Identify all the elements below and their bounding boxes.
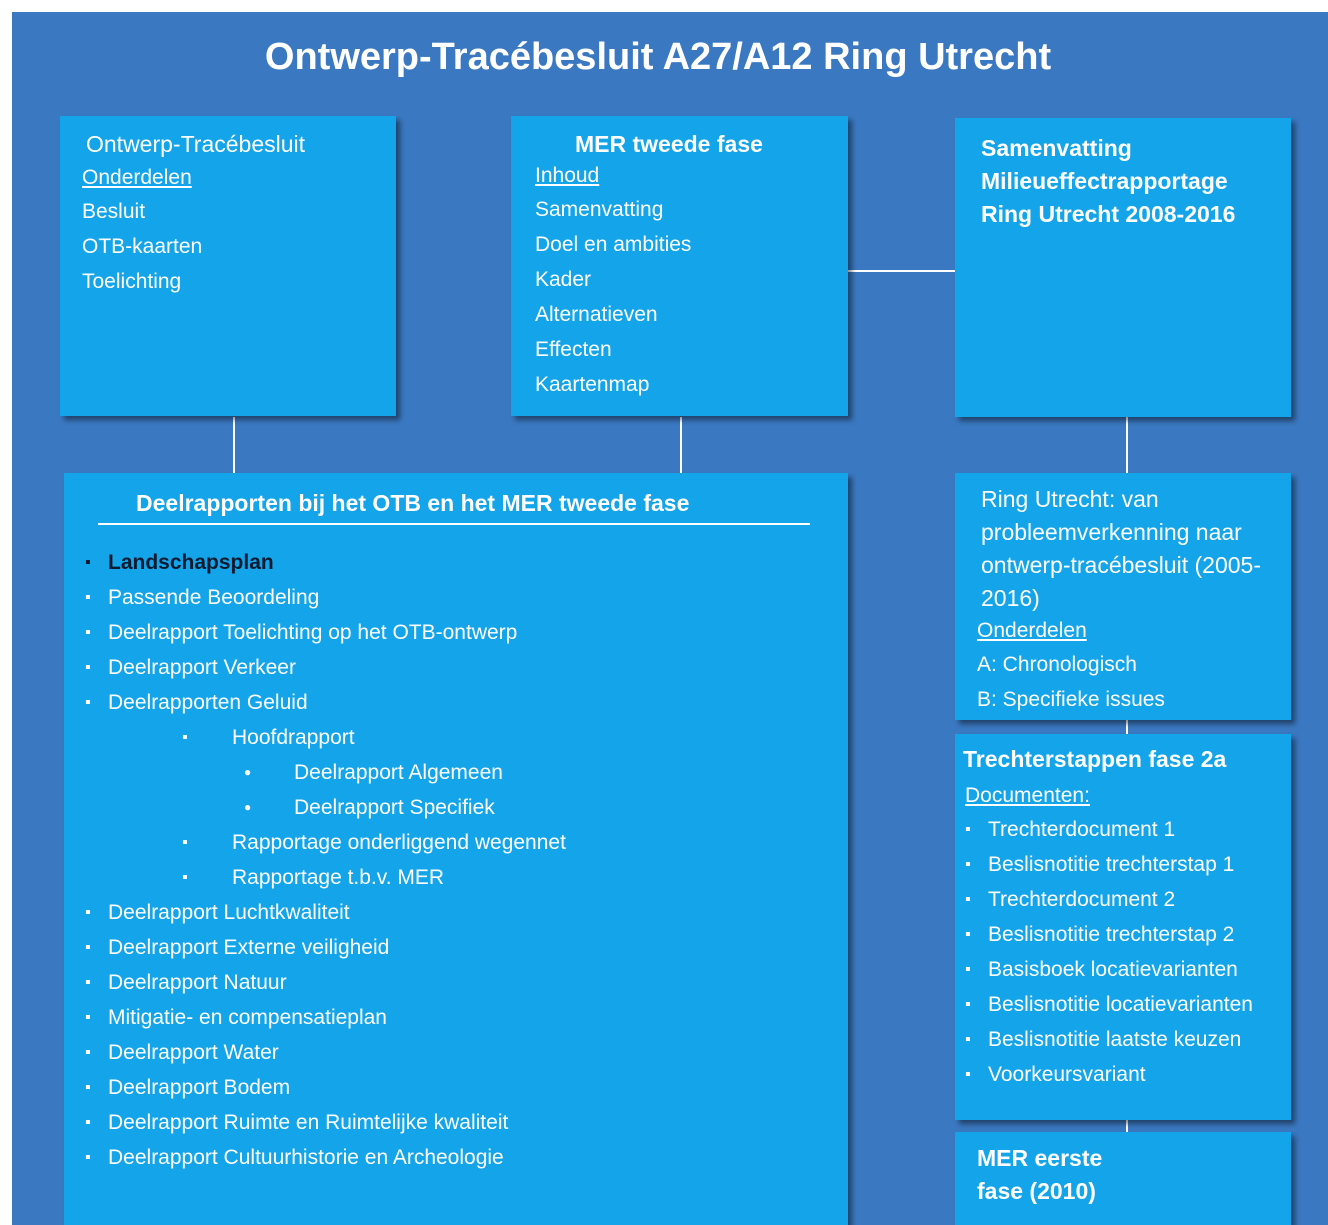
item-mitigatie-compensatieplan[interactable]: ▪ Mitigatie- en compensatieplan — [108, 1000, 566, 1035]
mer2-item-alternatieven[interactable]: Alternatieven — [535, 303, 658, 326]
trechter-item-trechterdocument-1[interactable]: ▪ Trechterdocument 1 — [988, 812, 1291, 847]
item-rapportage-mer[interactable]: ▪ Rapportage t.b.v. MER — [232, 860, 566, 895]
ring-item-specifieke-issues[interactable]: B: Specifieke issues — [977, 688, 1165, 711]
mer2-subheader[interactable]: Inhoud — [535, 164, 600, 187]
deelrapporten-title-underline — [98, 523, 810, 525]
diagram-canvas — [12, 12, 1328, 1225]
mer2-item-kader[interactable]: Kader — [535, 268, 592, 291]
otb-item-toelichting[interactable]: Toelichting — [82, 270, 182, 293]
mer2-box — [511, 116, 848, 416]
trechter-item-laatste-keuzen[interactable]: ▪ Beslisnotitie laatste keuzen — [988, 1022, 1291, 1057]
item-onderliggend-wegennet[interactable]: ▪ Rapportage onderliggend wegennet — [232, 825, 566, 860]
item-natuur[interactable]: ▪ Deelrapport Natuur — [108, 965, 566, 1000]
mer1-box[interactable] — [955, 1132, 1291, 1225]
samenvatting-title[interactable]: Samenvatting Milieueffectrapportage Ring Utrecht 2008-2016 — [981, 135, 1236, 227]
trechter-item-beslisnotitie-locatievarianten[interactable]: ▪ Beslisnotitie locatievarianten — [988, 987, 1291, 1022]
mer2-title: MER tweede fase — [575, 131, 763, 157]
trechter-item-basisboek[interactable]: ▪ Basisboek locatievarianten — [988, 952, 1291, 987]
item-toelichting-otb-ontwerp[interactable]: ▪ Deelrapport Toelichting op het OTB-ontwerp — [108, 615, 566, 650]
item-passende-beoordeling[interactable]: ▪ Passende Beoordeling — [108, 580, 566, 615]
ring-subheader[interactable]: Onderdelen — [977, 619, 1087, 642]
mer2-item-kaartenmap[interactable]: Kaartenmap — [535, 373, 650, 396]
item-hoofdrapport[interactable]: ▪ Hoofdrapport — [232, 720, 566, 755]
mer2-item-samenvatting[interactable]: Samenvatting — [535, 198, 664, 221]
item-geluid[interactable]: ▪ Deelrapporten Geluid — [108, 685, 566, 720]
ring-title[interactable]: Ring Utrecht: van probleemverkenning naar ontwerp-tracébesluit (2005-2016) — [981, 486, 1261, 611]
trechter-box — [955, 734, 1291, 1120]
mer1-title[interactable]: MER eerste fase (2010) — [977, 1145, 1103, 1204]
item-water[interactable]: ▪ Deelrapport Water — [108, 1035, 566, 1070]
otb-subheader[interactable]: Onderdelen — [82, 166, 192, 189]
otb-item-otb-kaarten[interactable]: OTB-kaarten — [82, 235, 203, 258]
item-verkeer[interactable]: ▪ Deelrapport Verkeer — [108, 650, 566, 685]
trechter-title: Trechterstappen fase 2a — [963, 746, 1227, 772]
connector-samenvatting-ring — [1126, 417, 1128, 475]
diagram-title: Ontwerp-Tracébesluit A27/A12 Ring Utrecht — [264, 36, 1052, 78]
item-ruimte[interactable]: ▪ Deelrapport Ruimte en Ruimtelijke kwaliteit — [108, 1105, 566, 1140]
item-deelrapport-algemeen[interactable]: ● Deelrapport Algemeen — [294, 755, 566, 790]
mer2-item-effecten[interactable]: Effecten — [535, 338, 612, 361]
item-externe-veiligheid[interactable]: ▪ Deelrapport Externe veiligheid — [108, 930, 566, 965]
connector-mer2-deelrapporten — [680, 417, 682, 475]
connector-otb-deelrapporten — [233, 417, 235, 475]
connector-trechter-mer1 — [1126, 1120, 1128, 1132]
otb-item-besluit[interactable]: Besluit — [82, 200, 146, 223]
connector-ring-trechter — [1126, 720, 1128, 734]
item-luchtkwaliteit[interactable]: ▪ Deelrapport Luchtkwaliteit — [108, 895, 566, 930]
item-cultuurhistorie-archeologie[interactable]: ▪ Deelrapport Cultuurhistorie en Archeologie — [108, 1140, 566, 1175]
item-bodem[interactable]: ▪ Deelrapport Bodem — [108, 1070, 566, 1105]
trechter-item-voorkeursvariant[interactable]: ▪ Voorkeursvariant — [988, 1057, 1291, 1092]
ring-box — [955, 473, 1291, 720]
item-deelrapport-specifiek[interactable]: ● Deelrapport Specifiek — [294, 790, 566, 825]
trechter-item-beslisnotitie-1[interactable]: ▪ Beslisnotitie trechterstap 1 — [988, 847, 1291, 882]
otb-box — [60, 116, 396, 416]
item-landschapsplan[interactable]: ▪ Landschapsplan — [108, 545, 566, 580]
connector-mer2-samenvatting — [848, 270, 955, 272]
otb-title: Ontwerp-Tracébesluit — [86, 131, 306, 157]
deelrapporten-title: Deelrapporten bij het OTB en het MER tweede fase — [136, 490, 690, 516]
deelrapporten-list — [108, 545, 566, 1175]
deelrapporten-box — [64, 473, 848, 1225]
trechter-list — [988, 812, 1291, 1092]
samenvatting-box[interactable] — [955, 118, 1291, 417]
ring-item-chronologisch[interactable]: A: Chronologisch — [977, 653, 1137, 676]
trechter-item-beslisnotitie-2[interactable]: ▪ Beslisnotitie trechterstap 2 — [988, 917, 1291, 952]
trechter-subheader: Documenten: — [965, 784, 1090, 807]
trechter-item-trechterdocument-2[interactable]: ▪ Trechterdocument 2 — [988, 882, 1291, 917]
mer2-item-doel-en-ambities[interactable]: Doel en ambities — [535, 233, 692, 256]
